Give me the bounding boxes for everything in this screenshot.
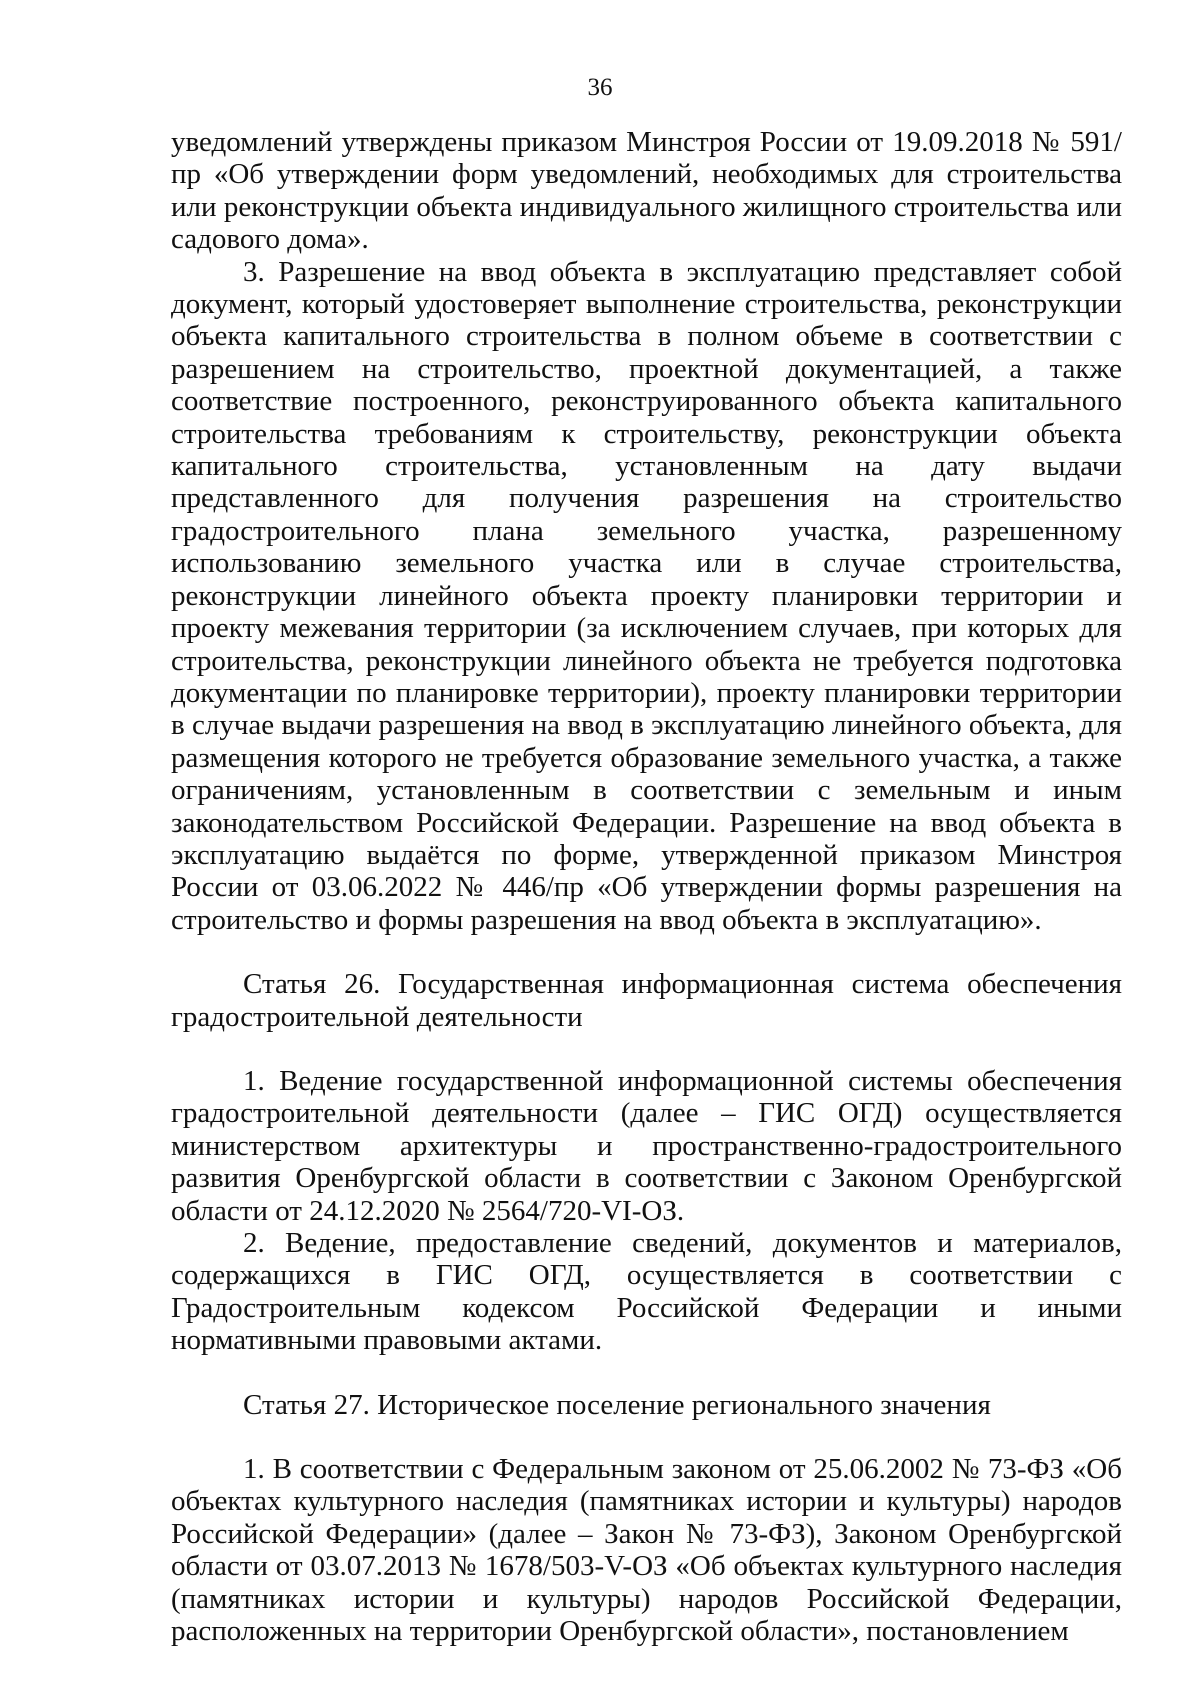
paragraph-item-3: 3. Разрешение на ввод объекта в эксплуатацию представляет собой документ, который удостоверяет выполнение строительства, реконструкции объекта капитального строительства в полном объеме в соответствии с разрешением на строительство, проектной документацией, а также соответствие построенного, реконструированного объекта капитального строительства требованиям к строительству, реконструкции объекта капитального строительства, установленным на дату выдачи представленного для получения разрешения на строительство градостроительного плана земельного участка, разрешенному использованию земельного участка или в случае строительства, реконструкции линейного объекта проекту планировки территории и проекту межевания территории (за исключением случаев, при которых для строительства, реконструкции линейного объекта не требуется подготовка документации по планировке территории), проекту планировки территории в случае выдачи разрешения на ввод в эксплуатацию линейного объекта, для размещения которого не требуется образование земельного участка, а также ограничениям, установленным в соответствии с земельным и иным законодательством Российской Федерации. Разрешение на ввод объекта в эксплуатацию выдаётся по форме, утвержденной приказом Минстроя России от 03.06.2022 № 446/пр «Об утверждении формы разрешения на строительство и формы разрешения на ввод объекта в эксплуатацию».	[171, 255, 1122, 936]
document-body	[171, 126, 1122, 1647]
article-27-heading: Статья 27. Историческое поселение регионального значения	[243, 1388, 991, 1421]
page-number: 36	[587, 74, 613, 101]
article-26-item-1: 1. Ведение государственной информационной системы обеспечения градостроительной деятельности (далее – ГИС ОГД) осуществляется министерством архитектуры и пространственно-градостроительного развития Оренбургской области в соответствии с Законом Оренбургской области от 24.12.2020 № 2564/720-VI-ОЗ.	[171, 1064, 1122, 1227]
article-27-item-1: 1. В соответствии с Федеральным законом от 25.06.2002 № 73-ФЗ «Об объектах культурного наследия (памятниках истории и культуры) народов Российской Федерации» (далее – Закон № 73-ФЗ), Законом Оренбургской области от 03.07.2013 № 1678/503-V-ОЗ «Об объектах культурного наследия (памятниках истории и культуры) народов Российской Федерации, расположенных на территории Оренбургской области», постановлением	[171, 1453, 1122, 1648]
paragraph-continuation: уведомлений утверждены приказом Минстроя России от 19.09.2018 № 591/пр «Об утверждении форм уведомлений, необходимых для строительства или реконструкции объекта индивидуального жилищного строительства или садового дома».	[171, 126, 1122, 256]
article-26-item-2: 2. Ведение, предоставление сведений, документов и материалов, содержащихся в ГИС ОГД, осуществляется в соответствии с Градостроительным кодексом Российской Федерации и иными нормативными правовыми актами.	[171, 1227, 1122, 1357]
article-26-heading: Статья 26. Государственная информационная система обеспечения градостроительной деятельности	[171, 968, 1122, 1033]
